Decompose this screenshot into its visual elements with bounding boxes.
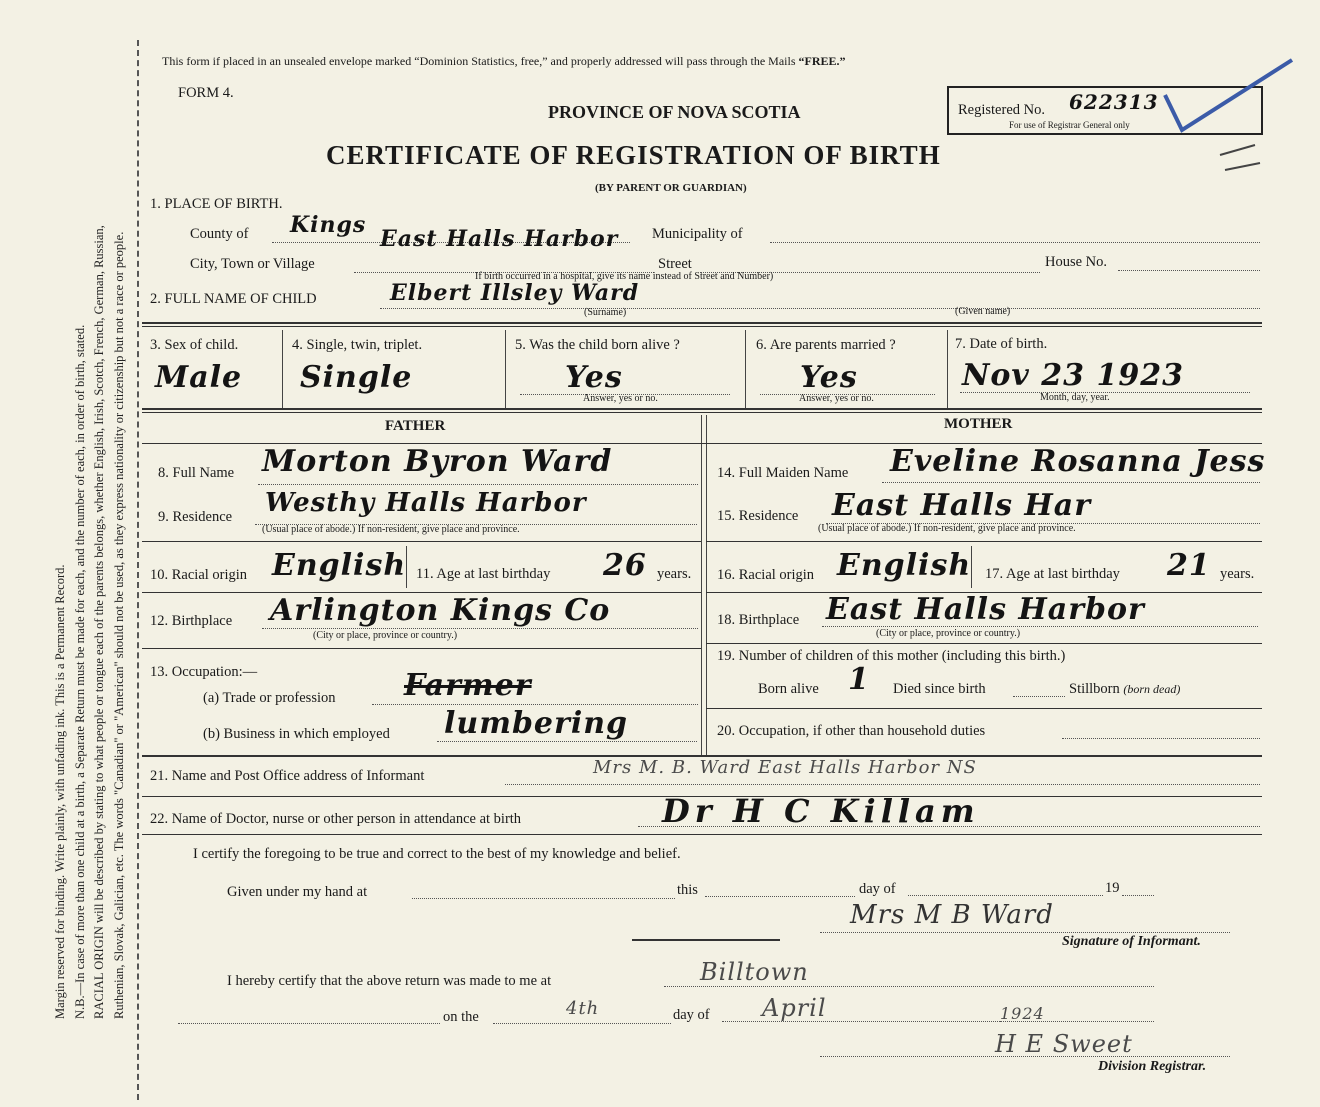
registrar-signature: H E Sweet — [995, 1030, 1133, 1058]
business-value: lumbering — [444, 706, 629, 741]
father-age-label: 11. Age at last birthday — [416, 566, 551, 582]
stillborn-note: (born dead) — [1123, 682, 1181, 696]
place-heading: 1. PLACE OF BIRTH. — [150, 196, 283, 212]
mother-heading: MOTHER — [944, 416, 1013, 432]
stillborn-text: Stillborn — [1069, 681, 1120, 697]
informant-signature: Mrs M B Ward — [850, 900, 1054, 930]
father-racial-value: English — [272, 548, 407, 583]
margin-perforation — [137, 40, 139, 1100]
married-answer-note: Answer, yes or no. — [799, 393, 874, 404]
binding-margin — [0, 0, 138, 1107]
year-value: 1924 — [1000, 1004, 1045, 1023]
mother-residence-label: 15. Residence — [717, 508, 799, 524]
mail-free-text: “FREE.” — [798, 54, 846, 68]
mother-name-value: Eveline Rosanna Jess — [890, 444, 1266, 479]
margin-line-1: Margin reserved for binding. Write plainly, with unfading ink. This is a Permanent Record. — [53, 564, 67, 1019]
day-value: 4th — [566, 998, 600, 1019]
died-label: Died since birth — [893, 681, 986, 697]
county-value: Kings — [290, 212, 367, 238]
alive-value: Yes — [565, 360, 623, 395]
street-label: Street — [658, 256, 692, 272]
registered-value: 622313 — [1069, 90, 1159, 114]
doctor-label: 22. Name of Doctor, nurse or other person in attendance at birth — [150, 811, 522, 827]
child-name-label: 2. FULL NAME OF CHILD — [150, 291, 317, 307]
father-birthplace-label: 12. Birthplace — [150, 613, 233, 629]
child-name-value: Elbert Illsley Ward — [390, 280, 640, 306]
mail-notice-text: This form if placed in an unsealed envelope marked “Dominion Statistics, free,” and properly addressed will pass through the Mails — [162, 54, 796, 68]
margin-instructions — [51, 19, 129, 1019]
certificate-title: CERTIFICATE OF REGISTRATION OF BIRTH — [326, 140, 941, 170]
married-label: 6. Are parents married ? — [756, 337, 896, 353]
division-registrar-label: Division Registrar. — [1098, 1059, 1207, 1074]
dob-label: 7. Date of birth. — [955, 336, 1048, 352]
registrar-use-note: For use of Registrar General only — [1009, 120, 1130, 130]
day-of-label: day of — [859, 881, 896, 897]
father-city-note: (City or place, province or country.) — [313, 630, 458, 641]
informant-label: 21. Name and Post Office address of Informant — [150, 768, 425, 784]
father-age-value: 26 — [603, 548, 647, 583]
mother-racial-value: English — [837, 548, 972, 583]
born-alive-label: Born alive — [758, 681, 819, 697]
children-count-label: 19. Number of children of this mother (including this birth.) — [717, 648, 1066, 664]
municipality-label: Municipality of — [652, 226, 743, 242]
given-name-note: (Given name) — [955, 306, 1011, 317]
married-value: Yes — [800, 360, 858, 395]
business-label: (b) Business in which employed — [203, 726, 390, 742]
hospital-note: If birth occurred in a hospital, give its name instead of Street and Number) — [475, 271, 774, 282]
born-alive-value: 1 — [848, 662, 870, 697]
plurality-label: 4. Single, twin, triplet. — [292, 337, 423, 353]
city-label: City, Town or Village — [190, 256, 315, 272]
informant-value: Mrs M. B. Ward East Halls Harbor NS — [593, 757, 977, 778]
dob-note: Month, day, year. — [1040, 392, 1110, 403]
father-residence-label: 9. Residence — [158, 509, 233, 525]
city-value: East Halls Harbor — [380, 226, 619, 252]
mother-name-label: 14. Full Maiden Name — [717, 465, 849, 481]
given-under-label: Given under my hand at — [227, 884, 368, 900]
father-abode-note: (Usual place of abode.) If non-resident, give place and province. — [262, 524, 520, 535]
house-label: House No. — [1045, 254, 1108, 270]
mother-years-label: years. — [1220, 566, 1255, 582]
certificate-subtitle: (BY PARENT OR GUARDIAN) — [595, 182, 747, 194]
month-value: April — [762, 994, 827, 1022]
occupation-label: 13. Occupation:— — [150, 664, 258, 680]
doctor-value: Dr H C Killam — [662, 792, 980, 830]
margin-line-3: RACIAL ORIGIN will be described by stating to what people or tongue each of the parents belongs, whether English, Irish, Scotch, French, German, Russian, — [92, 225, 106, 1019]
sex-value: Male — [155, 360, 243, 395]
day-of-registrar-label: day of — [673, 1007, 710, 1023]
mother-birthplace-value: East Halls Harbor — [826, 592, 1145, 627]
mother-racial-label: 16. Racial origin — [717, 567, 815, 583]
mail-notice — [162, 54, 846, 69]
informant-signature-label: Signature of Informant. — [1062, 934, 1201, 949]
mother-city-note: (City or place, province or country.) — [876, 628, 1021, 639]
father-birthplace-value: Arlington Kings Co — [270, 593, 611, 628]
mother-age-label: 17. Age at last birthday — [985, 566, 1120, 582]
mother-birthplace-label: 18. Birthplace — [717, 612, 800, 628]
registrar-certify: I hereby certify that the above return was made to me at — [227, 973, 552, 989]
plurality-value: Single — [300, 360, 413, 395]
alive-answer-note: Answer, yes or no. — [583, 393, 658, 404]
sex-label: 3. Sex of child. — [150, 337, 239, 353]
trade-value: Farmer — [404, 668, 532, 703]
mother-abode-note: (Usual place of abode.) If non-resident, give place and province. — [818, 523, 1076, 534]
registered-label: Registered No. — [958, 102, 1045, 118]
form-number: FORM 4. — [178, 85, 234, 101]
father-name-value: Morton Byron Ward — [262, 444, 613, 479]
dob-value: Nov 23 1923 — [962, 358, 1184, 393]
margin-line-2: N.B.—In case of more than one child at a birth, a Separate Return must be made for each, and the number of each, in order of birth, stated. — [72, 324, 87, 1019]
province-title: PROVINCE OF NOVA SCOTIA — [548, 102, 801, 122]
mother-age-value: 21 — [1167, 548, 1211, 583]
mother-residence-value: East Halls Har — [832, 488, 1091, 523]
divider — [142, 326, 1262, 327]
father-heading: FATHER — [385, 418, 446, 434]
father-racial-label: 10. Racial origin — [150, 567, 248, 583]
divider — [142, 322, 1262, 324]
surname-note: (Surname) — [584, 307, 627, 318]
father-name-label: 8. Full Name — [158, 465, 235, 481]
alive-label: 5. Was the child born alive ? — [515, 337, 680, 353]
margin-line-4: Ruthenian, Slovak, Galician, etc. The words "Canadian" or "American" should not be used, as they express nationality or citizenship but not a race or people. — [111, 231, 126, 1019]
father-years-label: years. — [657, 566, 692, 582]
registrar-place: Billtown — [700, 958, 809, 986]
trade-label: (a) Trade or profession — [203, 690, 336, 706]
county-label: County of — [190, 226, 249, 242]
certify-statement: I certify the foregoing to be true and correct to the best of my knowledge and belief. — [193, 846, 681, 862]
stillborn-label — [1069, 681, 1180, 698]
blue-checkmark-icon — [1160, 55, 1300, 180]
year-prefix: 19 — [1105, 880, 1120, 896]
mother-occupation-label: 20. Occupation, if other than household duties — [717, 723, 986, 739]
father-residence-value: Westhy Halls Harbor — [265, 488, 587, 518]
on-the-label: on the — [443, 1009, 479, 1025]
this-label: this — [677, 882, 698, 898]
